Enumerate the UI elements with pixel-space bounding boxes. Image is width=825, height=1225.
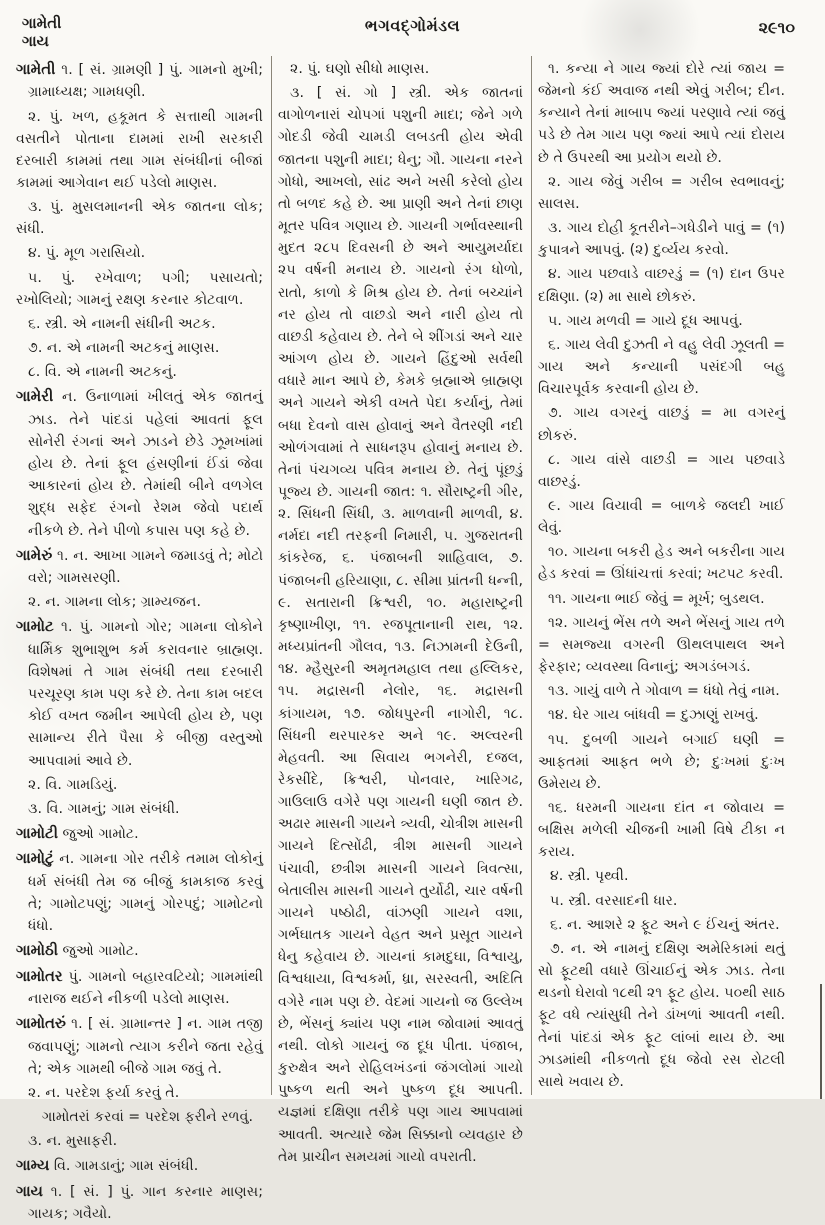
sense-line: ૩. ન. મુસાફરી. <box>28 1133 118 1150</box>
sense-line: ૫. પું. રખેવાળ; પગી; પસાયતો; રખોલિયો; ગામનું રક્ષણ કરનાર કોટવાળ. <box>16 269 263 308</box>
sense-line: ૪. પું. મૂળ ગરાસિયો. <box>28 245 146 262</box>
sense-line: ૨. પું. ખળ, હકૂમત કે સત્તાથી ગામની વસતીને પોતાના દામમાં રાખી સરકારી દરબારી કામમાં તથા ગામ સંબંધીનાં બીજાં કામમાં આગેવાન થઈ પડેલો માણસ. <box>16 108 263 192</box>
sense-line: ૧૨. ગાયનું ભેંસ તળે અને ભેંસનું ગાય તળે = સમજ્યા વગરની ઊથલપાથલ અને ફેરફાર; વ્યવસ્થા વિનાનું; અગડંબગડં. <box>538 614 785 676</box>
headword: ગામોટ <box>16 617 54 636</box>
sense-line: ૩. ગાય દોહી કૂતરીને–ગધેડીને પાવું = (૧) કુપાત્રને આપવું. (૨) દુર્વ્યય કરવો. <box>538 220 785 259</box>
sense-line: ૨. ન. પરદેશ ફર્યા કરવું તે. <box>28 1084 180 1101</box>
sense-line: ૧૧. ગાયના ભાઈ જેવું = મૂર્ખ; બુડથલ. <box>548 590 765 607</box>
sense-line: ૫. સ્ત્રી. વરસાદની ધાર. <box>550 892 678 909</box>
sense-line: ૬. ગાય લેવી દુઝતી ને વહુ લેવી ઝૂલતી = ગાય અને કન્યાની પસંદગી બહુ વિચારપૂર્વક કરવાની હોય છે. <box>538 336 785 398</box>
sense-line: ૨. ગાય જેવું ગરીબ = ગરીબ સ્વભાવનું; સાલસ. <box>538 173 785 212</box>
dictionary-entry: ગામોતર પું. ગામનો બહારવટિયો; ગામમાંથી નારાજ થઈને નીકળી પડેલો માણસ. <box>16 966 263 1008</box>
sense-line: ૧૬. ધરમની ગાયના દાંત ન જોવાય = બક્ષિસ મળેલી ચીજની ખામી વિષે ટીકા ન કરાય. <box>538 800 785 861</box>
dictionary-entry: ગામોટી જુઓ ગામોટ. <box>16 824 139 843</box>
sense-line: ૪. સ્ત્રી. પૃથ્વી. <box>550 868 629 885</box>
headword: ગામોતર <box>16 966 63 985</box>
dictionary-entry: ગામોતરું ૧. [ સં. ગ્રામાન્તર ] ન. ગામ તજી જવાપણું; ગામનો ત્યાગ કરીને જતા રહેવું તે; એક ગામથી બીજે ગામ જવું તે. <box>16 1014 263 1077</box>
page-edge-line <box>820 984 822 1099</box>
sense-line: ૭. ન. એ નામની અટકનું માણસ. <box>28 340 220 357</box>
column-1 <box>10 56 271 1223</box>
sense-line: ૪. ગાય પછવાડે વાછરડું = (૧) દાન ઉપર દક્ષિણા. (૨) મા સાથે છોકરું. <box>538 266 785 305</box>
sense-line: ૯. ગાય વિયાવી = બાળકે જલદી ખાઈ લેવું. <box>538 497 785 537</box>
sense-line: ૭. ન. એ નામનું દક્ષિણ અમેરિકામાં થતું સો ફૂટથી વધારે ઊંચાઈનું એક ઝાડ. તેના થડનો ઘેરાવો ૧૮થી ૨૧ ફૂટ હોય. ૫૦થી સાઠ ફૂટ વધે ત્યાંસુધી તેને ડાંખળાં આવતી નથી. તેનાં પાંદડાં એક ફૂટ લાંબાં થાય છે. આ ઝાડમાંથી નીકળતો દૂધ જેવો રસ રોટલી સાથે ખવાય છે. <box>538 940 785 1090</box>
dictionary-entry: ગામેરી ન. ઉનાળામાં ખીલતું એક જાતનું ઝાડ. તેને પાંદડાં પહેલાં આવતાં ફૂલ સોનેરી રંગનાં અને ઝાડને છેડે ઝૂમખાંમાં હોય છે. તેનાં ફૂલ હંસણીનાં ઈંડાં જેવા આકારનાં હોય છે. તેમાંથી બીને વળગેલ શુદ્ધ સફેદ રંગનો રેશમ જેવો પદાર્થ નીકળે છે. તેને પીળો કપાસ પણ કહે છે. <box>16 387 263 539</box>
headword: ગામોતરું <box>16 1014 66 1033</box>
sense-line: ૬. સ્ત્રી. એ નામની સંધીની અટક. <box>28 315 216 332</box>
headword: ગામ્ય <box>16 1156 50 1175</box>
dictionary-entry: ગામ્ય વિ. ગામડાનું; ગામ સંબંધી. <box>16 1156 199 1175</box>
page-number: ૨૯૧૦ <box>758 18 795 37</box>
headword: ગાય <box>16 1181 43 1200</box>
sense-line: ૬. ન. આશરે ૨ ફૂટ અને ૯ ઈંચનું અંતર. <box>550 916 780 933</box>
sense-line: ૮. વિ. એ નામની અટકનું. <box>28 364 177 381</box>
dictionary-entry: ગામોઠી જુઓ ગામોટ. <box>16 941 139 960</box>
sense-line: ૩. વિ. ગામનું; ગામ સંબંધી. <box>28 800 180 817</box>
dictionary-entry: ગામોટું ન. ગામના ગોર તરીકે તમામ લોકોનું ધર્મ સંબંધી તેમ જ બીજું કામકાજ કરવું તે; ગામોટપણું; ગામનું ગોરપદું; ગામોટનો ધંધો. <box>16 849 263 935</box>
sense-line: ૨. ન. ગામના લોક; ગ્રામ્યજન. <box>28 594 201 611</box>
headword: ગામોટી <box>16 824 58 843</box>
book-title: ભગવદ્ગોમંડલ <box>364 16 461 35</box>
sense-line: ૩. [ સં. ગો ] સ્ત્રી. એક જાતનાં વાગોળનારાં ચોપગાં પશુની માદા; જેને ગળે ગોદડી જેવી ચામડી લબડતી હોય એવી જાતના પશુની માદા; ધેનુ; ગૌ. ગાયના નરને ગોધો, આખલો, સાંઢ અને ખસી કરેલો હોય તો બળદ કહે છે. આ પ્રાણી અને તેનાં છાણ મૂતર પવિત્ર ગણાય છે. ગાયની ગર્ભાવસ્થાની મુદત ૨૮૫ દિવસની છે અને આયુમર્યાદા ૨૫ વર્ષની મનાય છે. ગાયનો રંગ ધોળો, રાતો, કાળો કે મિશ્ર હોય છે. તેનાં બચ્ચાંને નર હોય તો વાછડો અને નારી હોય તો વાછડી કહેવાય છે. તેને બે શીંગડાં અને ચાર આંગળ હોય છે. ગાયને હિંદુઓ સર્વથી વધારે માન આપે છે, કેમકે બ્રહ્માએ બ્રાહ્મણ અને ગાયને એકી વખતે પેદા કર્યાનું, તેમાં બધા દેવનો વાસ હોવાનું અને વૈતરણી નદી ઓળંગવામાં તે સાધનરૂપ હોવાનું મનાય છે. તેનાં પંચગવ્ય પવિત્ર મનાય છે. તેનું પૂંછડું પૂજ્ય છે. ગાયની જાત: ૧. સૌરાષ્ટ્રની ગીર, ૨. સિંધની સિંધી, ૩. માળવાની માળવી, ૪. નર્મદા નદી તરફની નિમારી, ૫. ગુજરાતની કાંકરેજ, ૬. પંજાબની શાહિવાલ, ૭. પંજાબની હરિયાણા, ૮. સીમા પ્રાંતની ધન્ની, ૯. સતારાની ક્રિશ્વરી, ૧૦. મહારાષ્ટ્રની કૃષ્ણાખીણ, ૧૧. રજપૂતાનાની રાથ, ૧૨. મધ્યપ્રાંતની ગૌલવ, ૧૩. નિઝામની દેઉની, ૧૪. મ્હૈસુરની અમૃતમહાલ તથા હલ્લિકર, ૧૫. મદ્રાસની નેલોર, ૧૬. મદ્રાસની કાંગાયમ, ૧૭. જોધપુરની નાગોરી, ૧૮. સિંધની થરપારકર અને ૧૯. અલ્વરની મેહવતી. આ સિવાય ભગનેરી, દજલ, રેકસીંદે, ક્રિશ્વરી, પોનવાર, ખારિગઢ, ગાઉલાઉ વગેરે પણ ગાયની ઘણી જાત છે. અઢાર માસની ગાયને ત્ર્યવી, ચોત્રીશ માસની ગાયને દિત્સોંઢી, ત્રીશ માસની ગાયને પંચાવી, છત્રીશ માસની ગાયને ત્રિવત્સા, બેતાલીસ માસની ગાયને તુર્યોઢી, ચાર વર્ષની ગાયને પષ્ઠોઢી, વાંઝણી ગાયને વશા, ગર્ભઘાતક ગાયને વેહત અને પ્રસૂત ગાયને ધેનુ કહેવાય છે. ગાયનાં કામદુઘા, વિશ્વાયુ, વિશ્વધાયા, વિશ્વકર્મા, ધ્રા, સરસ્વતી, અદિતિ વગેરે નામ પણ છે. વેદમાં ગાયનો જ ઉલ્લેખ છે, ભેંસનું ક્યાંય પણ નામ જોવામાં આવતું નથી. લોકો ગાયનું જ દૂધ પીતા. પંજાબ, કુરુક્ષેત્ર અને રોહિલખંડનાં જંગલોમાં ગાયો પુષ્કળ થતી અને પુષ્કળ દૂધ આપતી. યજ્ઞમાં દક્ષિણા તરીકે પણ ગાય આપવામાં આવતી. અત્યારે જેમ સિક્કાનો વ્યવહાર છે તેમ પ્રાચીન સમયમાં ગાયો વપરાતી. <box>278 85 523 1165</box>
column-3 <box>532 56 793 1095</box>
headword: ગામોઠી <box>16 941 58 960</box>
headword: ગામેરી <box>16 387 54 406</box>
dictionary-entry: ગાય ૧. [ સં. ] પું. ગાન કરનાર માણસ; ગાયક; ગવૈયો. <box>16 1181 263 1223</box>
sense-line: ૨. વિ. ગામડિયું. <box>28 776 118 793</box>
sense-line: ૨. પું. ઘણો સીધો માણસ. <box>290 61 430 77</box>
text-columns <box>10 56 815 1223</box>
sense-line: ૧૪. ઘેર ગાય બાંધવી = દુઝાણું રાખવું. <box>548 707 759 724</box>
sense-line: ગામોતરાં કરવાં = પરદેશ ફરીને રળવું. <box>42 1109 253 1126</box>
sense-line: ૩. પું. મુસલમાનની એક જાતના લોક; સંધી. <box>16 199 263 238</box>
sense-line: ૧. કન્યા ને ગાય જ્યાં દોરે ત્યાં જાય = જેમનો કંઈ અવાજ નથી એવું ગરીબ; દીન. કન્યાને તેનાં માબાપ જ્યાં પરણાવે ત્યાં જવું પડે છે તેમ ગાય પણ જ્યાં આપે ત્યાં દોરાય છે તે ઉપરથી આ પ્રયોગ થયો છે. <box>538 61 785 166</box>
sense-line: ૧૫. દુબળી ગાયને બગાઈ ઘણી = આફતમાં આફત ભળે છે; દુઃખમાં દુઃખ ઉમેરાય છે. <box>538 731 785 792</box>
sense-line: ૫. ગાય મળવી = ગાયે દૂધ આપવું. <box>548 312 743 329</box>
sense-line: ૭. ગાય વગરનું વાછડું = મા વગરનું છોકરું. <box>538 405 785 444</box>
sense-line: ૮. ગાય વાંસે વાછડી = ગાય પછવાડે વાછરડું. <box>538 451 785 490</box>
headword: ગામેરું <box>16 545 53 564</box>
headword: ગામેતી <box>16 60 56 78</box>
dictionary-entry: ગામોટ ૧. પું. ગામનો ગોર; ગામના લોકોને ધાર્મિક શુભાશુભ કર્મ કરાવનાર બ્રાહ્મણ. વિશેષમાં તે ગામ સંબંધી તથા દરબારી પરચૂરણ કામ પણ કરે છે. તેના કામ બદલ કોઈ વખત જમીન આપેલી હોય છે, પણ સામાન્ય રીતે પૈસા કે બીજી વસ્તુઓ આપવામાં આવે છે. <box>16 617 263 769</box>
dictionary-entry: ગામેતી ૧. [ સં. ગ્રામણી ] પું. ગામનો મુખી; ગ્રામાધ્યક્ષ; ગામધણી. <box>16 60 263 101</box>
running-head-word: ગામેતી <box>22 14 62 32</box>
sense-line: ૧૦. ગાયના બકરી હેડ અને બકરીના ગાય હેડ કરવાં = ઊંધાંચત્તાં કરવાં; ખટપટ કરવી. <box>538 544 785 583</box>
running-head-word-secondary: ગાય <box>22 32 49 50</box>
column-2 <box>271 56 532 1165</box>
sense-line: ૧૩. ગાયું વાળે તે ગોવાળ = ધંધો તેવું નામ. <box>548 683 780 700</box>
page-header <box>18 8 807 52</box>
headword: ગામોટું <box>16 849 54 868</box>
dictionary-entry: ગામેરું ૧. ન. આખા ગામને જમાડવું તે; મોટો વરો; ગામસરણી. <box>16 545 263 587</box>
